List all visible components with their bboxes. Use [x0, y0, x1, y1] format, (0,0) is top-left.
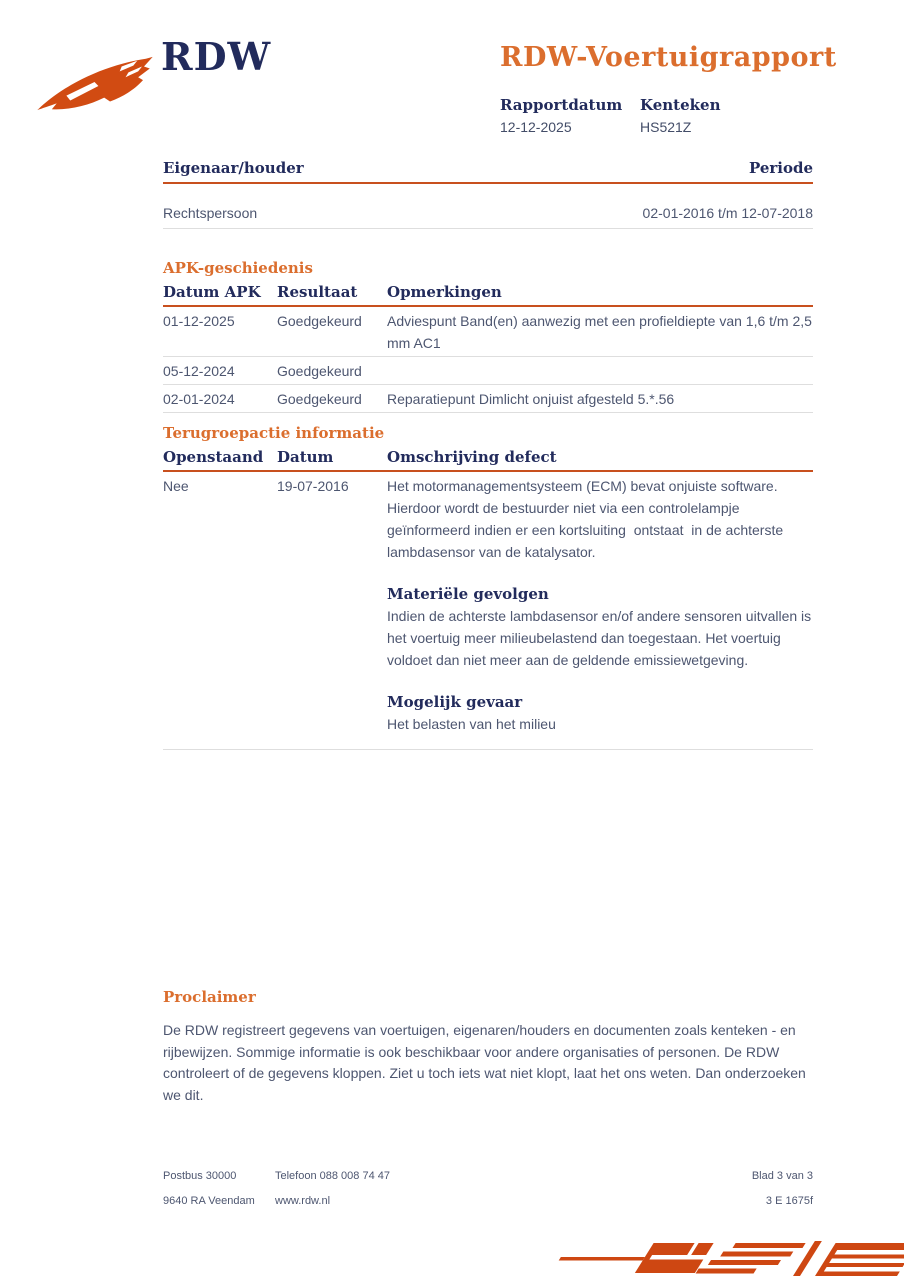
- apk-table-header: [163, 283, 813, 307]
- license-label: Kenteken: [640, 96, 721, 114]
- apk-history-section: [163, 259, 813, 413]
- recall-section-title: Terugroepactie informatie: [163, 424, 385, 442]
- footer-phone: Telefoon 088 008 74 47: [275, 1170, 390, 1182]
- proclaimer-text: De RDW registreert gegevens van voertuigen, eigenaren/houders en documenten zoals kenteken - en rijbewijzen. Sommige informatie is ook beschikbaar voor andere organisaties of personen. De RDW controleert of de gegevens kloppen. Ziet u toch iets wat niet klopt, laat het ons weten. Dan onderzoeken we dit.: [163, 1022, 806, 1103]
- footer-page-number: Blad 3 van 3: [751, 1170, 813, 1182]
- recall-description-cell: [387, 475, 813, 735]
- apk-result: Goedgekeurd: [277, 391, 362, 407]
- license-plate-value: HS521Z: [640, 119, 692, 135]
- possible-danger-text: Het belasten van het milieu: [387, 716, 556, 732]
- page-title: RDW-Voertuigrapport: [500, 42, 837, 73]
- report-date-label: Rapportdatum: [500, 96, 623, 114]
- period-label: Periode: [748, 159, 813, 177]
- recall-table-header: [163, 448, 813, 472]
- footer-city: 9640 RA Veendam: [163, 1195, 255, 1207]
- apk-remarks: Reparatiepunt Dimlicht onjuist afgesteld 5.*.56: [387, 391, 675, 407]
- footer-postbus: Postbus 30000: [163, 1170, 237, 1182]
- apk-col-remarks: Opmerkingen: [387, 283, 502, 301]
- report-date-block: [500, 96, 640, 135]
- apk-col-date: Datum APK: [163, 283, 261, 301]
- apk-table-row: [163, 307, 813, 357]
- owner-section-label: Eigenaar/houder: [163, 159, 304, 177]
- recall-section: [163, 424, 813, 750]
- recall-col-description: Omschrijving defect: [387, 448, 557, 466]
- apk-section-title: APK-geschiedenis: [163, 259, 313, 277]
- owner-section: [163, 159, 813, 229]
- apk-result: Goedgekeurd: [277, 363, 362, 379]
- period-value: 02-01-2016 t/m 12-07-2018: [642, 205, 813, 221]
- apk-remarks: [387, 360, 813, 382]
- apk-col-result: Resultaat: [277, 283, 358, 301]
- apk-result: Goedgekeurd: [277, 313, 362, 329]
- proclaimer-section: [163, 988, 813, 1106]
- page-footer: [163, 1170, 813, 1220]
- rdw-speedlines-graphic: [526, 1236, 904, 1280]
- proclaimer-title: Proclaimer: [163, 988, 256, 1006]
- material-consequences-label: Materiële gevolgen: [387, 585, 549, 603]
- report-date-value: 12-12-2025: [500, 119, 572, 135]
- recall-table-row: [163, 472, 813, 750]
- rdw-wordmark: RDW: [161, 34, 272, 79]
- material-consequences-text: Indien de achterste lambdasensor en/of andere sensoren uitvallen is het voertuig meer milieubelastend dan toegestaan. Het voertuig voldoet dan niet meer aan de geldende emissiewetgeving.: [387, 608, 812, 668]
- apk-remarks: Adviespunt Band(en) aanwezig met een profieldiepte van 1,6 t/m 2,5 mm AC1: [387, 313, 812, 351]
- apk-date: 01-12-2025: [163, 313, 235, 329]
- apk-table-row: [163, 385, 813, 413]
- apk-date: 05-12-2024: [163, 363, 235, 379]
- apk-table-row: [163, 357, 813, 385]
- owner-value: Rechtspersoon: [163, 205, 258, 221]
- recall-date-value: 19-07-2016: [277, 478, 349, 494]
- apk-date: 02-01-2024: [163, 391, 235, 407]
- license-block: [640, 96, 720, 135]
- footer-doc-code: 3 E 1675f: [765, 1195, 813, 1207]
- report-meta: [500, 96, 720, 135]
- recall-open-value: Nee: [163, 478, 189, 494]
- rdw-feather-logo-icon: [33, 52, 157, 116]
- possible-danger-label: Mogelijk gevaar: [387, 693, 523, 711]
- recall-col-date: Datum: [277, 448, 334, 466]
- recall-col-open: Openstaand: [163, 448, 264, 466]
- footer-website: www.rdw.nl: [275, 1195, 331, 1207]
- recall-defect-description: Het motormanagementsysteem (ECM) bevat onjuiste software. Hierdoor wordt de bestuurder niet via een controlelampje geïnformeerd indien er een kortsluiting ontstaat in de achterste lambdasensor van de katalysator.: [387, 478, 788, 560]
- owner-row: [163, 184, 813, 229]
